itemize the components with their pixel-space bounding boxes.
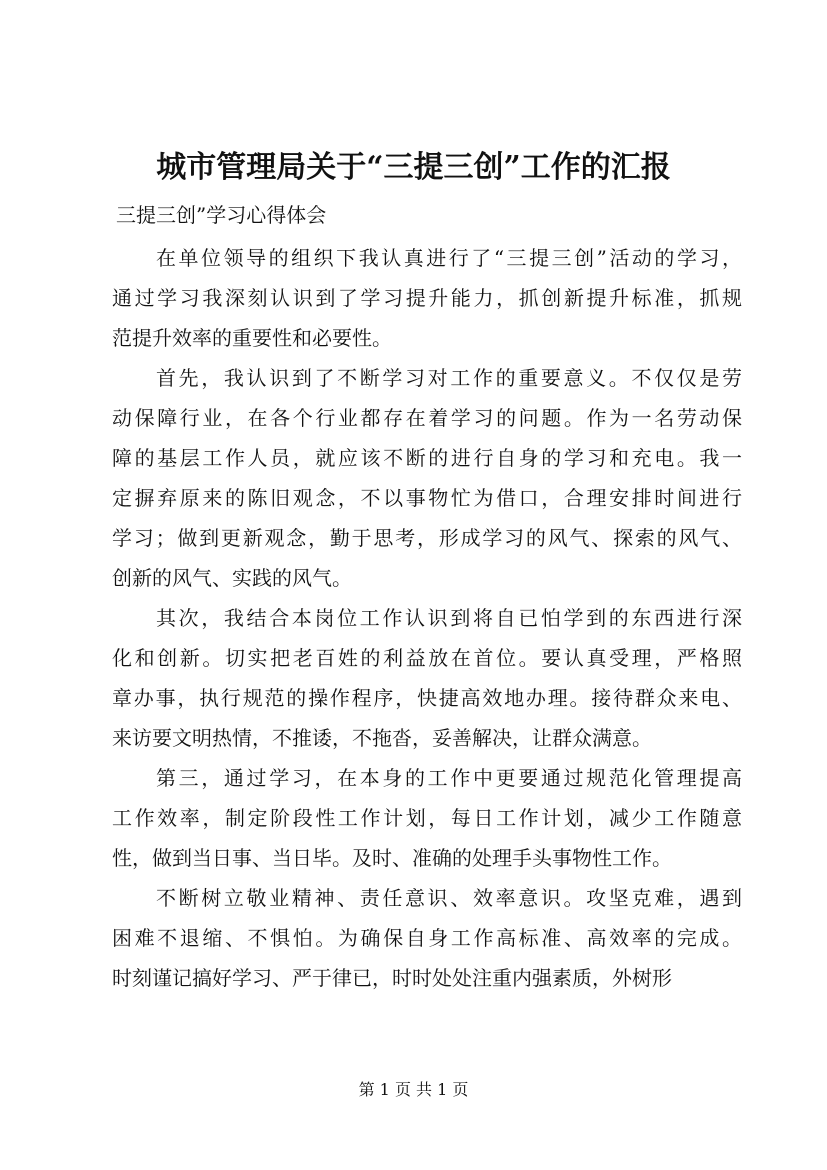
paragraph bbox=[112, 758, 742, 878]
paragraph-line: 化和创新。切实把老百姓的利益放在首位。要认真受理，严格照 bbox=[112, 646, 742, 670]
paragraph-line: 范提升效率的重要性和必要性。 bbox=[112, 326, 392, 350]
paragraph-line: 障的基层工作人员，就应该不断的进行自身的学习和充电。我一 bbox=[112, 446, 742, 470]
paragraph-line: 其次，我结合本岗位工作认识到将自已怕学到的东西进行深 bbox=[156, 606, 742, 630]
document-title: 城市管理局关于“三提三创”工作的汇报 bbox=[156, 150, 671, 185]
paragraph-line: 定摒弃原来的陈旧观念，不以事物忙为借口，合理安排时间进行 bbox=[112, 486, 742, 510]
paragraph-line: 性，做到当日事、当日毕。及时、准确的处理手头事物性工作。 bbox=[112, 846, 672, 870]
paragraph bbox=[112, 238, 742, 358]
paragraph bbox=[112, 878, 742, 998]
paragraph-line: 不断树立敬业精神、责任意识、效率意识。攻坚克难，遇到 bbox=[156, 886, 742, 910]
paragraph-line: 第三，通过学习，在本身的工作中更要通过规范化管理提高 bbox=[156, 766, 742, 790]
document-subtitle: 三提三创”学习心得体会 bbox=[116, 203, 327, 227]
page-footer: 第 1 页 共 1 页 bbox=[358, 1080, 469, 1099]
paragraph-line: 通过学习我深刻认识到了学习提升能力，抓创新提升标准，抓规 bbox=[112, 286, 742, 310]
document-body bbox=[112, 238, 742, 998]
paragraph-line: 来访要文明热情，不推诿，不拖沓，妥善解决，让群众满意。 bbox=[112, 726, 652, 750]
paragraph-line: 首先，我认识到了不断学习对工作的重要意义。不仅仅是劳 bbox=[156, 366, 742, 390]
paragraph-line: 工作效率，制定阶段性工作计划，每日工作计划，减少工作随意 bbox=[112, 806, 742, 830]
paragraph-line: 章办事，执行规范的操作程序，快捷高效地办理。接待群众来电、 bbox=[112, 686, 742, 710]
paragraph bbox=[112, 598, 742, 758]
paragraph bbox=[112, 358, 742, 598]
paragraph-line: 创新的风气、实践的风气。 bbox=[112, 566, 352, 590]
paragraph-line: 动保障行业，在各个行业都存在着学习的问题。作为一名劳动保 bbox=[112, 406, 742, 430]
paragraph-line: 在单位领导的组织下我认真进行了“三提三创”活动的学习， bbox=[156, 246, 742, 270]
paragraph-line: 时刻谨记搞好学习、严于律已，时时处处注重内强素质，外树形 bbox=[112, 966, 672, 990]
paragraph-line: 困难不退缩、不惧怕。为确保自身工作高标准、高效率的完成。 bbox=[112, 926, 742, 950]
paragraph-line: 学习；做到更新观念，勤于思考，形成学习的风气、探索的风气、 bbox=[112, 526, 742, 550]
